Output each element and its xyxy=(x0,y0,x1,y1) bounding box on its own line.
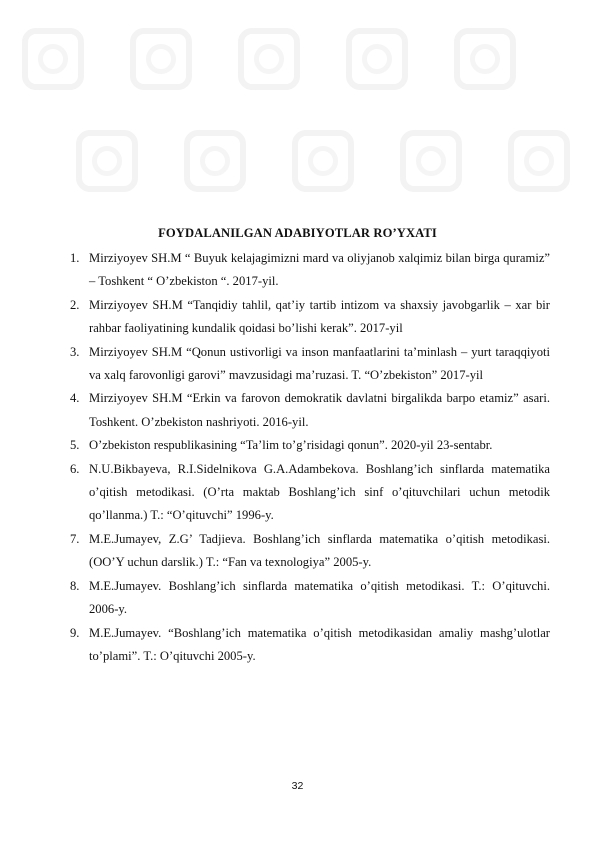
watermark-shape xyxy=(130,28,192,90)
watermark-shape xyxy=(22,28,84,90)
list-item-number: 5. xyxy=(70,438,80,453)
watermark-shape xyxy=(76,130,138,192)
list-item xyxy=(70,341,550,388)
list-item xyxy=(70,387,550,434)
watermark-shape xyxy=(184,130,246,192)
list-item-text: M.E.Jumayev. “Boshlang’ich matematika o’qitish metodikasidan amaliy mashg’ulotlar to’plami”. T.: O’qituvchi 2005-y. xyxy=(89,625,550,663)
watermark-shape xyxy=(238,28,300,90)
list-item-number: 7. xyxy=(70,531,80,546)
watermark-shape xyxy=(508,130,570,192)
list-item-text: M.E.Jumayev. Boshlang’ich sinflarda matematika o’qitish metodikasi. T.: O’qituvchi. 2006-y. xyxy=(89,578,550,617)
list-item-text: N.U.Bikbayeva, R.I.Sidelnikova G.A.Adambekova. Boshlang’ich sinflarda matematika o’qitish metodikasi. (O’rta maktab Boshlang’ich sinf o’qituvchilari uchun metodik qo’llanma.) T.: “O’qituvchi” 1996-y. xyxy=(89,461,550,523)
list-item-text: M.E.Jumayev, Z.G’ Tadjieva. Boshlang’ich sinflarda matematika o’qitish metodikasi. (OO’Y uchun darslik.) T.: “Fan va texnologiya” 2005-y. xyxy=(89,531,550,570)
list-item-text: Mirziyoyev SH.M “Qonun ustivorligi va inson manfaatlarini ta’minlash – yurt taraqqiyoti va xalq farovonligi garovi” mavzusidagi ma’ruzasi. T. “O’zbekiston” 2017-yil xyxy=(89,344,550,383)
page-title: FOYDALANILGAN ADABIYOTLAR RO’YXATI xyxy=(158,226,437,240)
list-item-number: 3. xyxy=(70,344,80,359)
list-item-number: 1. xyxy=(70,251,80,265)
list-item-number: 4. xyxy=(70,391,80,406)
list-item-number: 9. xyxy=(70,625,80,640)
list-item-number: 2. xyxy=(70,297,80,312)
list-item xyxy=(70,528,550,575)
list-item xyxy=(70,247,550,294)
list-item xyxy=(70,434,550,457)
list-item xyxy=(70,622,550,669)
list-item xyxy=(70,575,550,622)
page-number: 32 xyxy=(291,780,304,792)
watermark-shape xyxy=(292,130,354,192)
list-item-number: 8. xyxy=(70,578,80,593)
list-item-text: Mirziyoyev SH.M “Erkin va farovon demokratik davlatni birgalikda barpo etamiz” asari. Toshkent. O’zbekiston nashriyoti. 2016-yil. xyxy=(89,391,550,429)
list-item-text: O’zbekiston respublikasining “Ta’lim to’g’risidagi qonun”. 2020-yil 23-sentabr. xyxy=(89,438,493,453)
list-item-number: 6. xyxy=(70,461,80,476)
list-item xyxy=(70,294,550,341)
watermark-shape xyxy=(400,130,462,192)
watermark-shape xyxy=(454,28,516,90)
list-item-text: Mirziyoyev SH.M “Tanqidiy tahlil, qat’iy tartib intizom va shaxsiy javobgarlik – xar bir rahbar faoliyatining kundalik qoidasi bo’lishi kerak”. 2017-yil xyxy=(89,297,550,336)
list-item xyxy=(70,458,550,528)
reference-list xyxy=(70,247,550,668)
watermark-shape xyxy=(346,28,408,90)
list-item-text: Mirziyoyev SH.M “ Buyuk kelajagimizni mard va oliyjanob xalqimiz bilan birga quramiz” – Toshkent “ O’zbekiston “. 2017-yil. xyxy=(89,251,550,289)
